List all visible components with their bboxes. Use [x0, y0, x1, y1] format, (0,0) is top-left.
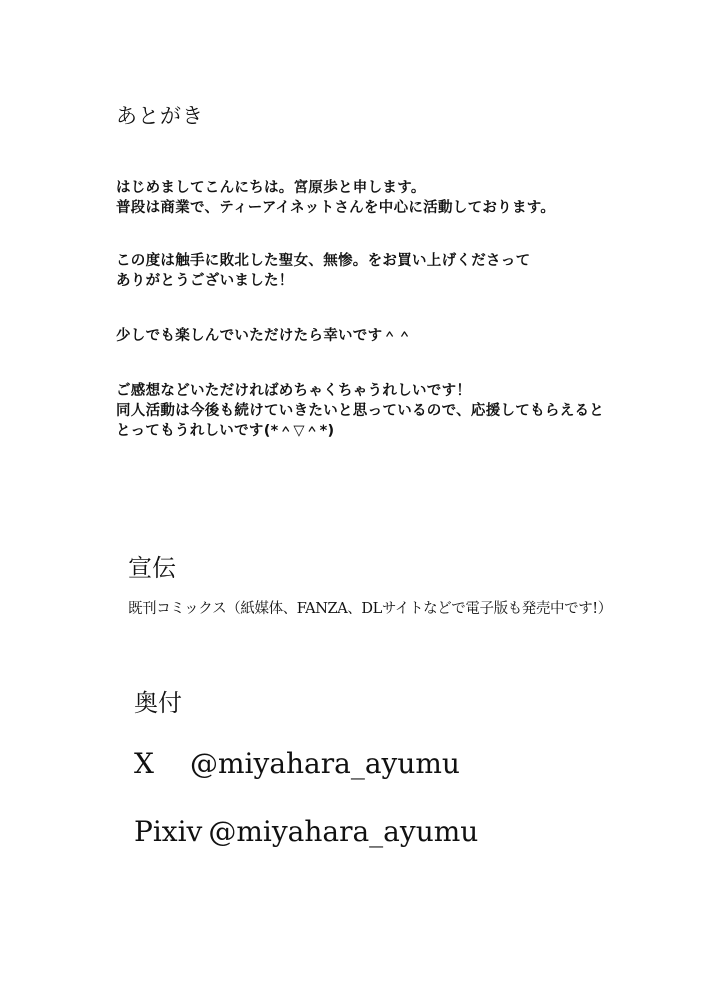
text-line: 同人活動は今後も続けていきたいと思っているので、応援してもらえると — [116, 403, 605, 419]
pixiv-label: Pixiv — [134, 815, 203, 848]
afterword-paragraph-hope — [116, 326, 412, 346]
text-line: はじめましてこんにちは。宮原歩と申します。 — [116, 180, 426, 196]
afterword-paragraph-greeting — [116, 178, 555, 218]
x-handle: @miyahara_ayumu — [190, 747, 460, 780]
x-account-row — [134, 747, 460, 780]
afterword-paragraph-thanks — [116, 251, 530, 291]
colophon-heading: 奥付 — [134, 689, 182, 717]
pixiv-account-row — [134, 815, 478, 848]
promotion-text: 既刊コミックス（紙媒体、FANZA、DLサイトなどで電子版も発売中です!） — [128, 601, 612, 617]
text-line: ありがとうございました！ — [116, 273, 294, 289]
x-label: X — [134, 747, 154, 780]
text-line: 少しでも楽しんでいただけたら幸いです＾＾ — [116, 328, 412, 344]
promotion-heading: 宣伝 — [128, 554, 176, 582]
afterword-paragraph-feedback — [116, 381, 604, 441]
afterword-heading: あとがき — [116, 104, 204, 128]
text-line: この度は触手に敗北した聖女、無惨。をお買い上げくださって — [116, 253, 531, 269]
pixiv-handle: @miyahara_ayumu — [208, 815, 479, 848]
text-line: 普段は商業で、ティーアイネットさんを中心に活動しております。 — [116, 200, 556, 216]
text-line: とってもうれしいです(*＾▽＾*) — [116, 423, 335, 439]
text-line: ご感想などいただければめちゃくちゃうれしいです！ — [116, 383, 472, 399]
